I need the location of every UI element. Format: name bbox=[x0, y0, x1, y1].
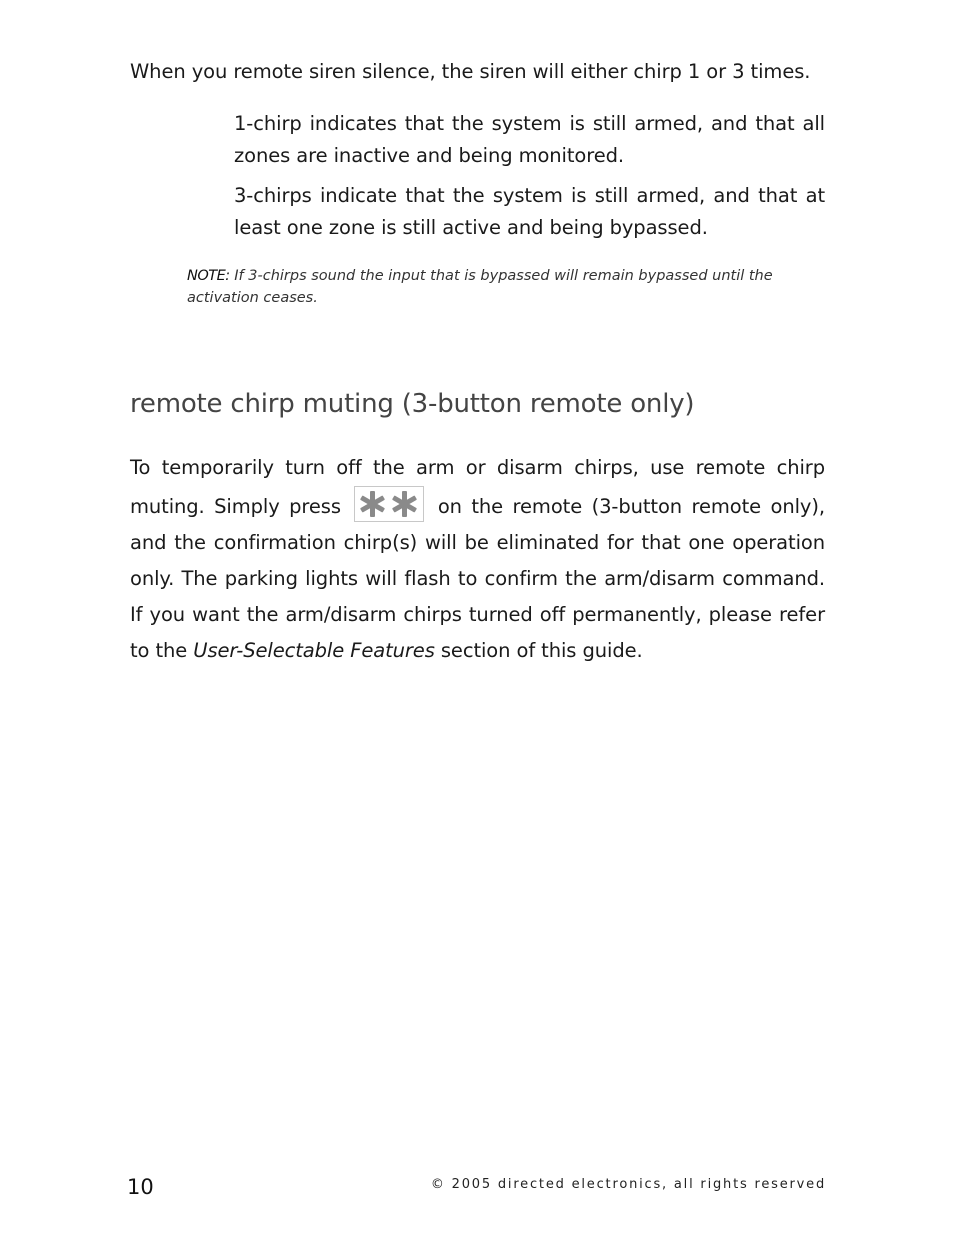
section-heading: remote chirp muting (3-button remote only) bbox=[130, 389, 695, 419]
double-asterisk-button-icon bbox=[354, 486, 424, 522]
copyright-notice: © 2005 directed electronics, all rights reserved bbox=[430, 1177, 826, 1192]
note bbox=[187, 265, 827, 309]
body-text-before: To temporarily turn off the arm or disarm chirps, use remote chirp muting. Simply press bbox=[130, 456, 825, 518]
body-text-end: section of this guide. bbox=[434, 639, 643, 662]
section-body bbox=[130, 450, 825, 669]
asterisk-left-icon bbox=[360, 491, 385, 517]
asterisk-right-icon bbox=[392, 491, 417, 517]
three-chirp-description: 3-chirps indicate that the system is still armed, and that at least one zone is still active and being bypassed. bbox=[234, 184, 825, 239]
one-chirp-description: 1-chirp indicates that the system is still armed, and that all zones are inactive and being monitored. bbox=[234, 112, 825, 167]
user-selectable-features-reference: User-Selectable Features bbox=[193, 639, 435, 662]
page-number: 10 bbox=[127, 1175, 154, 1199]
asterisk-pair-icon bbox=[358, 488, 420, 520]
note-label: NOTE: bbox=[187, 268, 230, 284]
body-text-after: on the remote (3-button remote only), and the confirmation chirp(s) will be eliminated for that one operation only. The parking lights will flash to confirm the arm/disarm command. If you want the arm/disarm chirps turned off permanently, please refer to the bbox=[130, 495, 825, 662]
intro-paragraph: When you remote siren silence, the siren will either chirp 1 or 3 times. bbox=[130, 60, 811, 83]
note-text: If 3-chirps sound the input that is bypassed will remain bypassed until the activation ceases. bbox=[187, 268, 773, 306]
